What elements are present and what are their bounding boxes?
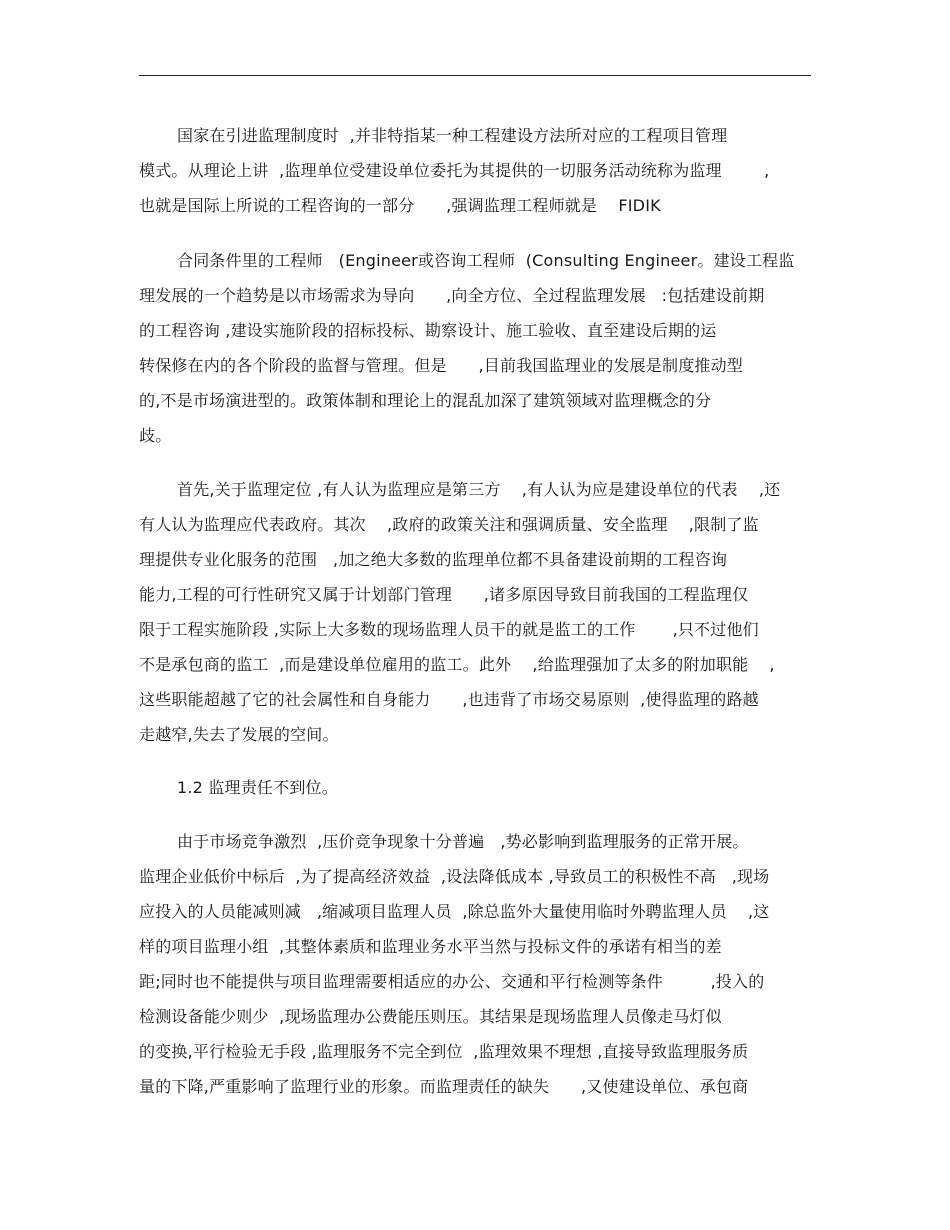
header-rule: [139, 75, 811, 76]
paragraph-line: 监理企业低价中标后 ,为了提高经济效益 ,设法降低成本 ,导致员工的积极性不高 ,现场: [139, 867, 770, 886]
paragraph-line: 国家在引进监理制度时 ,并非特指某一种工程建设方法所对应的工程项目管理: [177, 126, 728, 145]
paragraph-line: 也就是国际上所说的工程咨询的一部分 ,强调监理工程师就是 FIDIK: [139, 196, 661, 215]
paragraph-line: 不是承包商的监工 ,而是建设单位雇用的监工。此外 ,给监理强加了太多的附加职能 ,: [139, 655, 775, 674]
paragraph-line: 检测设备能少则少 ,现场监理办公费能压则压。其结果是现场监理人员像走马灯似: [139, 1007, 722, 1026]
paragraph-line: 模式。从理论上讲 ,监理单位受建设单位委托为其提供的一切服务活动统称为监理 ,: [139, 161, 770, 180]
paragraph-line: 首先,关于监理定位 ,有人认为监理应是第三方 ,有人认为应是建设单位的代表 ,还: [177, 480, 781, 499]
paragraph-line: 的工程咨询 ,建设实施阶段的招标投标、勘察设计、施工验收、直至建设后期的运: [139, 321, 717, 340]
paragraph-line: 的,不是市场演进型的。政策体制和理论上的混乱加深了建筑领域对监理概念的分: [139, 391, 712, 410]
paragraph-line: 能力,工程的可行性研究又属于计划部门管理 ,诸多原因导致目前我国的工程监理仅: [139, 585, 749, 604]
paragraph-line: 理发展的一个趋势是以市场需求为导向 ,向全方位、全过程监理发展 :包括建设前期: [139, 286, 765, 305]
paragraph-line: 歧。: [139, 426, 172, 445]
section-heading: 1.2 监理责任不到位。: [177, 778, 338, 797]
paragraph-line: 由于市场竞争激烈 ,压价竞争现象十分普遍 ,势必影响到监理服务的正常开展。: [177, 832, 749, 851]
paragraph-line: 距;同时也不能提供与项目监理需要相适应的办公、交通和平行检测等条件 ,投入的: [139, 972, 765, 991]
paragraph-line: 理提供专业化服务的范围 ,加之绝大多数的监理单位都不具备建设前期的工程咨询: [139, 550, 728, 569]
paragraph-line: 限于工程实施阶段 ,实际上大多数的现场监理人员干的就是监工的工作 ,只不过他们: [139, 620, 759, 639]
paragraph-line: 有人认为监理应代表政府。其次 ,政府的政策关注和强调质量、安全监理 ,限制了监: [139, 515, 759, 534]
paragraph-line: 这些职能超越了它的社会属性和自身能力 ,也违背了市场交易原则 ,使得监理的路越: [139, 690, 759, 709]
paragraph-line: 转保修在内的各个阶段的监督与管理。但是 ,目前我国监理业的发展是制度推动型: [139, 356, 744, 375]
paragraph-line: 应投入的人员能减则减 ,缩减项目监理人员 ,除总监外大量使用临时外聘监理人员 ,这: [139, 902, 770, 921]
paragraph-line: 走越窄,失去了发展的空间。: [139, 725, 339, 744]
paragraph-line: 量的下降,严重影响了监理行业的形象。而监理责任的缺失 ,又使建设单位、承包商: [139, 1077, 749, 1096]
paragraph-line: 合同条件里的工程师 (Engineer或咨询工程师 (Consulting Engineer。建设工程监: [177, 251, 795, 270]
paragraph-line: 的变换,平行检验无手段 ,监理服务不完全到位 ,监理效果不理想 ,直接导致监理服务质: [139, 1042, 749, 1061]
paragraph-line: 样的项目监理小组 ,其整体素质和监理业务水平当然与投标文件的承诺有相当的差: [139, 937, 722, 956]
